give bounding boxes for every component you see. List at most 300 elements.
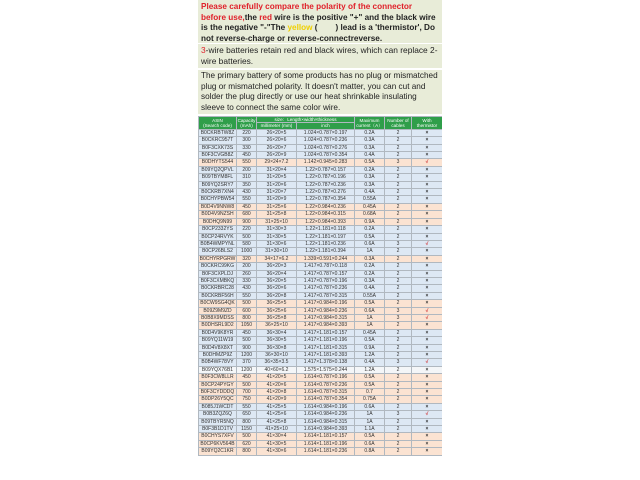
cell-size-mm: 36×30×4 — [257, 329, 297, 336]
cell-size-mm: 41×20×6 — [257, 381, 297, 388]
cell-num-cables: 2 — [385, 366, 412, 373]
cell-size-inch: 1.417×0.787×0.196 — [297, 277, 355, 284]
header-asin-sub: (Search code) — [203, 122, 232, 128]
cell-size-inch: 1.614×0.787×0.236 — [297, 381, 355, 388]
cell-capacity: 310 — [237, 174, 257, 181]
cell-num-cables: 2 — [385, 255, 412, 262]
cell-thermistor: × — [412, 255, 443, 262]
cell-max-current: 0.55A — [355, 196, 385, 203]
cell-num-cables: 2 — [385, 226, 412, 233]
warning-text-part: wire is the positive "+" and the black wire is the negative "-"The — [201, 12, 436, 32]
table-row — [199, 226, 443, 233]
red-word: red — [259, 12, 272, 22]
cell-num-cables: 2 — [385, 344, 412, 351]
cell-capacity: 500 — [237, 433, 257, 440]
cell-capacity: 550 — [237, 403, 257, 410]
cell-size-inch: 1.22×0.984×0.236 — [297, 203, 355, 210]
header-asin — [199, 117, 237, 130]
battery-spec-table — [198, 116, 442, 456]
cell-asin: B0B4WMPYNL — [200, 240, 235, 247]
cell-thermistor: × — [412, 329, 443, 336]
cell-size-mm: 36×25×8 — [257, 314, 297, 321]
cell-capacity: 600 — [237, 307, 257, 314]
cell-size-mm: 36×20×3 — [257, 263, 297, 270]
cell-max-current: 0.6A — [355, 403, 385, 410]
cell-num-cables: 2 — [385, 248, 412, 255]
cell-num-cables: 3 — [385, 307, 412, 314]
cell-asin: B0DHYTS544 — [199, 159, 237, 166]
product-info-sheet — [198, 0, 442, 480]
cell-size-inch: 1.22×1.181×0.118 — [297, 226, 355, 233]
cell-thermistor: × — [412, 181, 443, 188]
table-row — [199, 159, 443, 166]
cell-asin: B0D4V9K8YR — [199, 329, 237, 336]
cell-thermistor: × — [412, 174, 443, 181]
cell-capacity: 430 — [237, 189, 257, 196]
cell-size-mm: 36×25×6 — [257, 307, 297, 314]
cell-max-current: 0.2A — [355, 263, 385, 270]
table-row — [199, 352, 443, 359]
cell-asin: B0CKRBRC28 — [199, 285, 237, 292]
cell-asin: B0CKRC957T — [199, 137, 237, 144]
cell-size-mm: 31×20×4 — [257, 166, 297, 173]
table-row — [199, 255, 443, 262]
cell-size-mm: 41×30×4 — [257, 433, 297, 440]
table-row — [199, 166, 443, 173]
cell-capacity: 220 — [237, 226, 257, 233]
cell-asin: B09TBYR5NQ — [199, 418, 237, 425]
cell-max-current: 0.2A — [355, 166, 385, 173]
cell-capacity: 900 — [237, 344, 257, 351]
cell-num-cables: 3 — [385, 314, 412, 321]
cell-thermistor: × — [412, 352, 443, 359]
cell-asin: B0D4V9NNW8 — [199, 203, 237, 210]
cell-num-cables: 3 — [385, 359, 412, 366]
cell-asin: B085J1WCDT — [199, 403, 237, 410]
cell-capacity: 580 — [237, 240, 257, 247]
cell-size-inch: 1.614×0.984×0.196 — [297, 403, 355, 410]
cell-num-cables: 2 — [385, 152, 412, 159]
warning-text-part: ( — [312, 23, 318, 32]
cell-capacity: 550 — [237, 159, 257, 166]
cell-asin: B0DHSRL9D2 — [199, 322, 237, 329]
cell-size-mm: 41×20×5 — [257, 374, 297, 381]
cell-max-current: 1A — [355, 314, 385, 321]
cell-asin: B09YQ2SRY7 — [199, 181, 237, 188]
cell-max-current: 0.2A — [355, 226, 385, 233]
table-row — [199, 240, 443, 247]
table-row — [199, 337, 443, 344]
cell-capacity: 450 — [237, 152, 257, 159]
table-row — [199, 196, 443, 203]
cell-size-inch: 1.339×0.591×0.244 — [297, 255, 355, 262]
cell-thermistor: × — [412, 344, 443, 351]
cell-capacity: 430 — [237, 285, 257, 292]
cell-size-inch: 1.614×0.984×0.236 — [297, 411, 355, 418]
cell-size-mm: 31×25×6 — [257, 203, 297, 210]
cell-max-current: 0.4A — [355, 189, 385, 196]
warning-text: Please carefully compare the polarity of the connector before use, — [201, 2, 413, 22]
cell-size-inch: 1.024×0.787×0.276 — [297, 144, 355, 151]
cell-size-mm: 41×25×6 — [257, 411, 297, 418]
cell-size-mm: 36×30×10 — [257, 352, 297, 359]
cell-num-cables: 2 — [385, 277, 412, 284]
header-thermistor: With thermistor — [412, 117, 443, 130]
cell-num-cables: 2 — [385, 337, 412, 344]
cell-thermistor: × — [412, 129, 443, 136]
cell-max-current: 0.6A — [355, 240, 385, 247]
cell-max-current: 0.3A — [355, 174, 385, 181]
cell-num-cables: 2 — [385, 211, 412, 218]
cell-size-mm: 26×20×6 — [257, 137, 297, 144]
cell-capacity: 750 — [237, 396, 257, 403]
cell-size-inch: 1.417×0.984×0.315 — [297, 314, 355, 321]
cell-capacity: 260 — [237, 270, 257, 277]
cell-max-current: 1A — [355, 411, 385, 418]
cell-max-current: 0.9A — [355, 344, 385, 351]
cell-max-current: 1A — [355, 248, 385, 255]
cell-capacity: 900 — [237, 218, 257, 225]
cell-thermistor: × — [412, 337, 443, 344]
cell-size-mm: 31×30×5 — [257, 233, 297, 240]
cell-max-current: 1A — [355, 322, 385, 329]
cell-num-cables: 2 — [385, 374, 412, 381]
cell-max-current: 0.45A — [355, 203, 385, 210]
table-row — [199, 389, 443, 396]
cell-capacity: 200 — [237, 263, 257, 270]
table-row — [199, 233, 443, 240]
cell-max-current: 0.75A — [355, 396, 385, 403]
cell-num-cables: 2 — [385, 292, 412, 299]
cell-max-current: 0.3A — [355, 144, 385, 151]
cell-num-cables: 2 — [385, 433, 412, 440]
cell-size-mm: 36×20×8 — [257, 292, 297, 299]
table-body — [199, 129, 443, 455]
cell-max-current: 0.5A — [355, 381, 385, 388]
table-row — [199, 418, 443, 425]
cell-asin: B0CHYRPGRW — [199, 255, 236, 262]
cell-num-cables: 2 — [385, 396, 412, 403]
table-row — [199, 263, 443, 270]
cell-asin: B0DHMZP9Z — [199, 352, 237, 359]
cell-thermistor: × — [412, 426, 443, 433]
cell-size-mm: 41×25×10 — [257, 426, 297, 433]
cell-thermistor: × — [412, 396, 443, 403]
cell-num-cables: 2 — [385, 196, 412, 203]
cell-asin: B0F3CW8LLR — [199, 374, 237, 381]
cell-thermistor: × — [412, 448, 443, 455]
table-row — [199, 300, 443, 307]
cell-size-mm: 36×20×4 — [257, 270, 297, 277]
cell-num-cables: 2 — [385, 426, 412, 433]
cell-num-cables: 2 — [385, 440, 412, 447]
cell-thermistor: √ — [412, 411, 443, 418]
cell-asin: B0D4V8X8XT — [199, 344, 237, 351]
cell-size-mm: 31×20×7 — [257, 189, 297, 196]
table-header — [199, 117, 443, 130]
cell-size-inch: 1.614×0.787×0.354 — [297, 396, 355, 403]
cell-size-inch: 1.417×1.181×0.196 — [297, 337, 355, 344]
cell-size-mm: 31×30×10 — [257, 248, 297, 255]
plug-note-text: The primary battery of some products has no plug or mismatched plug or mismatched polarity. It doesn't matter, you can cut and solder the plug directly or use our heat shrinkable insulating sleeve to connect the same color wire. — [201, 71, 438, 112]
table-row — [199, 322, 443, 329]
cell-asin: B0B4WF78VY — [199, 359, 237, 366]
cell-asin: B0CKRB7XN4 — [199, 189, 237, 196]
cell-capacity: 800 — [237, 448, 257, 455]
header-inch: inch — [297, 123, 355, 129]
cell-size-inch: 1.417×0.984×0.236 — [297, 307, 355, 314]
cell-size-inch: 1.614×0.984×0.315 — [297, 418, 355, 425]
cell-size-mm: 41×20×9 — [257, 396, 297, 403]
cell-size-mm: 31×20×9 — [257, 196, 297, 203]
cell-thermistor: × — [412, 418, 443, 425]
cell-size-inch: 1.417×1.378×0.138 — [297, 359, 355, 366]
cell-size-inch: 1.22×1.181×0.394 — [297, 248, 355, 255]
cell-asin: B0CP2332YS — [199, 226, 237, 233]
three-wire-number: 3 — [201, 45, 206, 55]
cell-size-mm: 31×20×5 — [257, 174, 297, 181]
cell-asin: B09Z9M9ZD — [199, 307, 237, 314]
cell-asin: B0DHQ9N99 — [199, 218, 237, 225]
cell-capacity: 550 — [237, 196, 257, 203]
cell-capacity: 350 — [237, 181, 257, 188]
cell-capacity: 650 — [237, 411, 257, 418]
cell-capacity: 200 — [237, 166, 257, 173]
cell-size-mm: 41×20×8 — [257, 389, 297, 396]
cell-asin: B0F3CXK73S — [199, 144, 237, 151]
cell-num-cables: 2 — [385, 181, 412, 188]
cell-size-inch: 1.417×0.787×0.157 — [297, 270, 355, 277]
cell-max-current: 1.1A — [355, 426, 385, 433]
cell-thermistor: × — [412, 233, 443, 240]
cell-thermistor: √ — [412, 314, 443, 321]
table-row — [199, 181, 443, 188]
cell-thermistor: × — [412, 322, 443, 329]
cell-num-cables: 3 — [385, 411, 412, 418]
table-row — [199, 211, 443, 218]
cell-size-inch: 1.417×0.984×0.393 — [297, 322, 355, 329]
table-row — [199, 203, 443, 210]
cell-size-mm: 26×20×7 — [257, 144, 297, 151]
cell-size-inch: 1.417×1.181×0.157 — [297, 329, 355, 336]
cell-max-current: 1.2A — [355, 352, 385, 359]
cell-max-current: 0.5A — [355, 300, 385, 307]
cell-thermistor: × — [412, 137, 443, 144]
cell-size-mm: 26×20×9 — [257, 152, 297, 159]
cell-thermistor: × — [412, 389, 443, 396]
cell-max-current: 1.2A — [355, 366, 385, 373]
table-row — [199, 440, 443, 447]
cell-thermistor: × — [412, 374, 443, 381]
cell-size-mm: 36×30×8 — [257, 344, 297, 351]
cell-capacity: 320 — [237, 255, 257, 262]
cell-asin: B0F3CYDDDQ — [199, 389, 237, 396]
cell-size-mm: 29×24×7.2 — [257, 159, 297, 166]
warning-text-part: ) lead is a 'thermistor', Do not reverse-charge or reverse-connectreverse. — [201, 23, 435, 43]
table-row — [199, 433, 443, 440]
table-row — [199, 285, 443, 292]
cell-max-current: 0.5A — [355, 374, 385, 381]
cell-num-cables: 2 — [385, 218, 412, 225]
cell-thermistor: × — [412, 366, 443, 373]
cell-size-inch: 1.417×0.787×0.118 — [297, 263, 355, 270]
cell-capacity: 500 — [237, 300, 257, 307]
table-row — [199, 292, 443, 299]
cell-asin: B0F3B1D1TV — [199, 426, 237, 433]
table-row — [199, 174, 443, 181]
cell-asin: B0B8X9MDSS — [199, 314, 237, 321]
cell-size-inch: 1.22×0.787×0.196 — [297, 174, 355, 181]
cell-thermistor: × — [412, 270, 443, 277]
cell-capacity: 300 — [237, 137, 257, 144]
header-asin-label: ASIN — [212, 117, 223, 123]
table-row — [199, 411, 443, 418]
cell-num-cables: 2 — [385, 381, 412, 388]
cell-asin: B0CP24RVYK — [199, 233, 237, 240]
cell-asin: B09YQ11W19 — [199, 337, 237, 344]
cell-size-inch: 1.417×0.787×0.236 — [297, 285, 355, 292]
cell-size-inch: 1.417×0.787×0.315 — [297, 292, 355, 299]
cell-size-mm: 34×17×6.2 — [257, 255, 297, 262]
cell-max-current: 0.3A — [355, 255, 385, 262]
three-wire-text: -wire batteries retain red and black wires, which can replace 2-wire batteries. — [201, 45, 438, 66]
cell-max-current: 0.4A — [355, 359, 385, 366]
cell-num-cables: 2 — [385, 129, 412, 136]
cell-asin: B09TBYM8FL — [199, 174, 237, 181]
cell-capacity: 1200 — [237, 352, 257, 359]
table-row — [199, 381, 443, 388]
plug-note — [198, 70, 442, 114]
cell-size-mm: 26×20×5 — [257, 129, 297, 136]
cell-num-cables: 2 — [385, 448, 412, 455]
cell-size-inch: 1.417×1.181×0.315 — [297, 344, 355, 351]
cell-size-mm: 31×25×10 — [257, 218, 297, 225]
cell-size-inch: 1.22×0.787×0.157 — [297, 166, 355, 173]
yellow-word: yellow — [287, 23, 313, 32]
cell-thermistor: × — [412, 196, 443, 203]
cell-num-cables: 2 — [385, 322, 412, 329]
cell-max-current: 0.4A — [355, 285, 385, 292]
cell-size-mm: 36×25×5 — [257, 300, 297, 307]
cell-max-current: 0.45A — [355, 329, 385, 336]
cell-size-mm: 31×20×6 — [257, 181, 297, 188]
cell-capacity: 1000 — [237, 248, 257, 255]
table-row — [199, 314, 443, 321]
cell-max-current: 0.4A — [355, 152, 385, 159]
header-max-current: Maximum current（A） — [356, 117, 383, 128]
cell-max-current: 0.3A — [355, 137, 385, 144]
cell-num-cables: 2 — [385, 203, 412, 210]
cell-asin: B09YQX76B1 — [199, 366, 237, 373]
cell-asin: B0CP6KV564B — [200, 440, 235, 447]
cell-asin: B0CP24PYGY — [199, 381, 237, 388]
table-row — [199, 396, 443, 403]
table-row — [199, 374, 443, 381]
cell-size-mm: 36×25×10 — [257, 322, 297, 329]
cell-max-current: 0.68A — [355, 211, 385, 218]
cell-asin: B0D4V9NZSH — [199, 211, 237, 218]
cell-thermistor: × — [412, 226, 443, 233]
cell-capacity: 680 — [237, 211, 257, 218]
cell-capacity: 330 — [237, 144, 257, 151]
cell-capacity: 800 — [237, 418, 257, 425]
cell-thermistor: × — [412, 433, 443, 440]
cell-max-current: 0.3A — [355, 181, 385, 188]
cell-size-inch: 1.024×0.787×0.197 — [297, 129, 355, 136]
three-wire-note — [198, 44, 442, 68]
cell-size-inch: 1.22×0.787×0.354 — [297, 196, 355, 203]
cell-max-current: 0.3A — [355, 277, 385, 284]
cell-size-mm: 41×30×5 — [257, 440, 297, 447]
cell-size-inch: 1.614×0.984×0.393 — [297, 426, 355, 433]
cell-capacity: 500 — [237, 337, 257, 344]
cell-thermistor: × — [412, 285, 443, 292]
cell-num-cables: 2 — [385, 144, 412, 151]
cell-size-inch: 1.142×0.945×0.283 — [297, 159, 355, 166]
table-row — [199, 359, 443, 366]
cell-capacity: 550 — [237, 292, 257, 299]
cell-thermistor: × — [412, 211, 443, 218]
header-num-cables: Number of cables — [385, 117, 412, 130]
table-row — [199, 403, 443, 410]
table-row — [199, 448, 443, 455]
cell-size-inch: 1.22×1.181×0.236 — [297, 240, 355, 247]
cell-thermistor: × — [412, 381, 443, 388]
cell-size-inch: 1.417×0.984×0.196 — [297, 300, 355, 307]
cell-capacity: 620 — [237, 440, 257, 447]
polarity-warning-note — [198, 0, 442, 43]
cell-capacity: 1050 — [237, 322, 257, 329]
cell-num-cables: 2 — [385, 233, 412, 240]
cell-asin: B0F3CVGB8Z — [199, 152, 237, 159]
cell-asin: B0CKRC99KG — [199, 263, 237, 270]
cell-thermistor: × — [412, 152, 443, 159]
cell-size-mm: 36×30×5 — [257, 337, 297, 344]
table-row — [199, 366, 443, 373]
cell-capacity: 1200 — [237, 366, 257, 373]
cell-num-cables: 2 — [385, 389, 412, 396]
table-row — [199, 277, 443, 284]
cell-size-mm: 36×35×3.5 — [257, 359, 297, 366]
table-row — [199, 270, 443, 277]
cell-thermistor: × — [412, 166, 443, 173]
cell-num-cables: 2 — [385, 174, 412, 181]
cell-max-current: 0.6A — [355, 440, 385, 447]
cell-asin: B09YQ2QPVL — [199, 166, 237, 173]
table-row — [199, 129, 443, 136]
cell-num-cables: 2 — [385, 418, 412, 425]
cell-max-current: 0.2A — [355, 270, 385, 277]
cell-size-mm: 31×25×8 — [257, 211, 297, 218]
cell-num-cables: 2 — [385, 352, 412, 359]
table-row — [199, 344, 443, 351]
cell-max-current: 0.5A — [355, 433, 385, 440]
cell-asin: B0F3CXPLDJ — [199, 270, 237, 277]
cell-max-current: 0.2A — [355, 129, 385, 136]
cell-capacity: 330 — [237, 277, 257, 284]
cell-num-cables: 2 — [385, 263, 412, 270]
cell-thermistor: × — [412, 300, 443, 307]
cell-num-cables: 2 — [385, 166, 412, 173]
cell-size-inch: 1.575×1.575×0.244 — [297, 366, 355, 373]
cell-size-inch: 1.614×1.181×0.157 — [297, 433, 355, 440]
table-row — [199, 189, 443, 196]
cell-asin: B0DP26Y5QC — [199, 396, 237, 403]
table-row — [199, 248, 443, 255]
cell-size-inch: 1.614×1.181×0.196 — [297, 440, 355, 447]
cell-thermistor: √ — [412, 240, 443, 247]
cell-max-current: 0.5A — [355, 159, 385, 166]
